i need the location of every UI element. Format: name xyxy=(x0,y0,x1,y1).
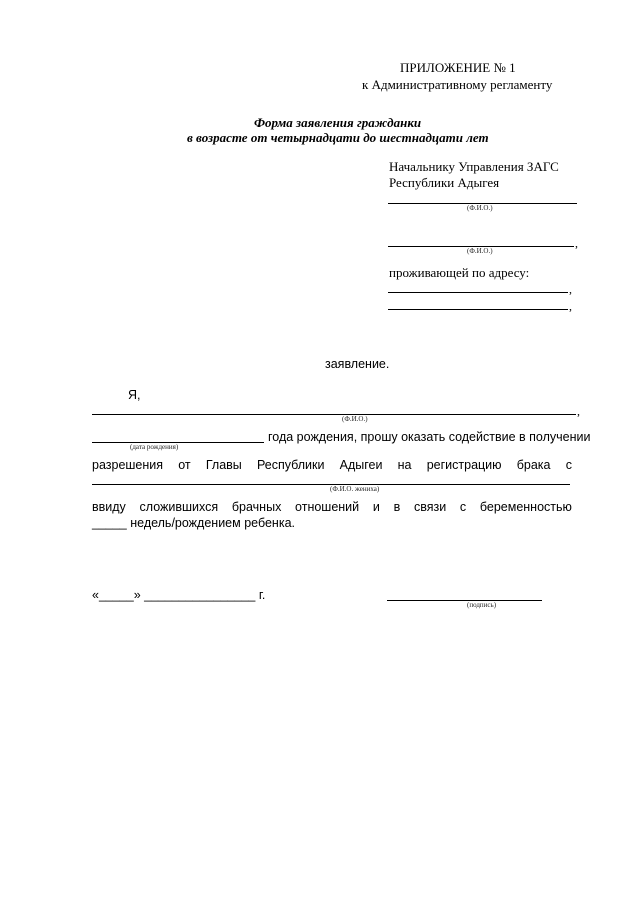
pregnancy-weeks-text: _____ недель/рождением ребенка. xyxy=(92,516,296,530)
fio-caption-1: (Ф.И.О.) xyxy=(467,204,493,212)
date-field[interactable]: «_____» ________________ г. xyxy=(92,588,266,602)
word: отношений xyxy=(295,500,360,514)
address-comma-1: , xyxy=(569,282,572,296)
signature-caption: (подпись) xyxy=(467,601,497,609)
address-line-2[interactable] xyxy=(388,309,568,310)
word: связи xyxy=(413,500,447,514)
word: регистрацию xyxy=(426,458,502,472)
statement-title: заявление. xyxy=(325,357,390,371)
birthdate-caption: (дата рождения) xyxy=(130,443,179,451)
address-comma-2: , xyxy=(569,299,572,313)
word: от xyxy=(178,458,191,472)
birth-year-text: года рождения, прошу оказать содействие в получении xyxy=(268,430,591,444)
applicant-fio-line[interactable] xyxy=(92,414,576,415)
permission-line xyxy=(92,458,572,472)
residing-label: проживающей по адресу: xyxy=(389,265,530,280)
word: брачных xyxy=(231,500,282,514)
word: в xyxy=(393,500,401,514)
addressee-comma-1: , xyxy=(575,236,578,250)
applicant-i-label: Я, xyxy=(128,388,141,402)
applicant-fio-caption: (Ф.И.О.) xyxy=(342,415,368,423)
appendix-number: ПРИЛОЖЕНИЕ № 1 xyxy=(400,60,516,75)
addressee-line1: Начальнику Управления ЗАГС xyxy=(389,159,559,174)
regulation-reference: к Административному регламенту xyxy=(362,77,553,92)
word: разрешения xyxy=(92,458,164,472)
reason-line xyxy=(92,500,572,514)
address-line-1[interactable] xyxy=(388,292,568,293)
form-title-line1: Форма заявления гражданки xyxy=(254,115,422,130)
word: и xyxy=(372,500,380,514)
signature-line[interactable] xyxy=(387,600,542,601)
fio-caption-2: (Ф.И.О.) xyxy=(467,247,493,255)
addressee-line2: Республики Адыгея xyxy=(389,175,500,190)
groom-fio-caption: (Ф.И.О. жениха) xyxy=(330,485,380,493)
word: Республики xyxy=(256,458,325,472)
word: Главы xyxy=(205,458,242,472)
word: с xyxy=(459,500,467,514)
word: ввиду xyxy=(92,500,126,514)
word: брака xyxy=(516,458,551,472)
word: с xyxy=(565,458,572,472)
form-title-line2: в возрасте от четырнадцати до шестнадцати лет xyxy=(187,130,489,145)
applicant-fio-comma: , xyxy=(577,404,580,418)
word: на xyxy=(397,458,412,472)
word: беременностью xyxy=(479,500,572,514)
word: Адыгеи xyxy=(339,458,383,472)
word: сложившихся xyxy=(139,500,219,514)
